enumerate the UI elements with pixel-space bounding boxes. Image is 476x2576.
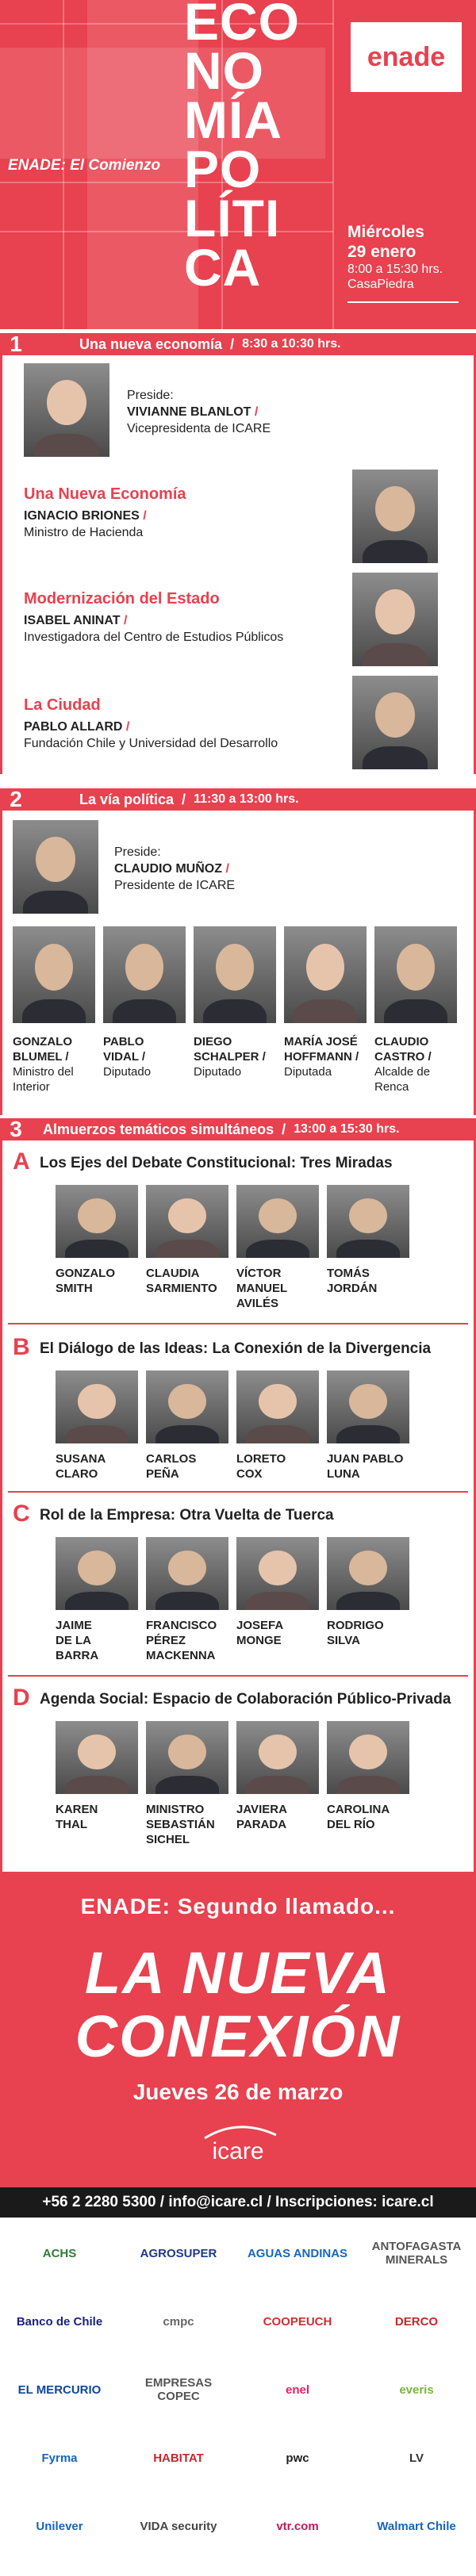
sponsor-logo: LV (409, 2451, 424, 2465)
photo-pablo-allard (352, 676, 438, 769)
sponsor-logo: vtr.com (276, 2519, 319, 2533)
second-call-title: LA NUEVA CONEXIÓN (75, 1940, 401, 2069)
panelist-name: PABLO VIDAL / Diputado (103, 1035, 152, 1079)
panel-letter: B (13, 1334, 30, 1360)
panelist-name: TOMÁS JORDÁN (327, 1267, 378, 1295)
sponsor-logo: HABITAT (153, 2451, 204, 2465)
sponsor-logo: EMPRESAS COPEC (144, 2376, 213, 2403)
photo-vivianne-blanlot (24, 363, 109, 457)
panelist-name: CLAUDIA SARMIENTO (146, 1267, 217, 1295)
sponsor-logo: Unilever (36, 2519, 83, 2533)
photo-claudio-castro (374, 926, 457, 1023)
sponsor-logo: Banco de Chile (16, 2314, 103, 2329)
sponsor-logo: AGROSUPER (140, 2246, 217, 2260)
talk-title: Una Nueva Economía (24, 485, 186, 503)
hero-title: ECO NO MÍA PO LÍTI CA (184, 0, 301, 297)
sponsor-logo: ANTOFAGASTA MINERALS (371, 2240, 462, 2267)
photo-karen-thal (56, 1721, 138, 1794)
photo-juan-pablo-luna (327, 1370, 409, 1443)
panelist-name: KAREN THAL (56, 1803, 98, 1831)
panelist-name: JUAN PABLO LUNA (327, 1452, 404, 1481)
photo-victor-manuel-aviles (236, 1185, 319, 1258)
photo-claudio-munoz (13, 820, 98, 914)
panelist-name: CARLOS PEÑA (146, 1452, 197, 1481)
panelist-name: MARÍA JOSÉ HOFFMANN / Diputada (284, 1035, 359, 1079)
photo-carolina-del-rio (327, 1721, 409, 1794)
photo-tomas-jordan (327, 1185, 409, 1258)
photo-susana-claro (56, 1370, 138, 1443)
hero-banner (0, 0, 476, 329)
panelist-name: JAIME DE LA BARRA (56, 1619, 99, 1662)
photo-jaime-de-la-barra (56, 1537, 138, 1610)
panelist-name: DIEGO SCHALPER / Diputado (194, 1035, 266, 1079)
photo-gonzalo-smith (56, 1185, 138, 1258)
sponsor-logo: pwc (286, 2451, 309, 2465)
panel-letter: C (13, 1501, 30, 1527)
photo-diego-schalper (194, 926, 276, 1023)
photo-sebastian-sichel (146, 1721, 228, 1794)
photo-pablo-vidal (103, 926, 186, 1023)
sponsor-logo: enel (285, 2382, 309, 2397)
contact-bar: +56 2 2280 5300 / info@icare.cl / Inscripciones: icare.cl (0, 2187, 476, 2218)
panelist-name: MINISTRO SEBASTIÁN SICHEL (146, 1803, 215, 1846)
photo-isabel-aninat (352, 573, 438, 666)
second-call-banner (0, 1872, 476, 2187)
panelist-name: GONZALO SMITH (56, 1267, 115, 1295)
second-call-label: ENADE: Segundo llamado... (80, 1894, 396, 1919)
icare-logo (189, 2121, 287, 2168)
panelist-name: CAROLINA DEL RÍO (327, 1803, 390, 1831)
talk-speaker: ISABEL ANINAT / Investigadora del Centro de Estudios Públicos (24, 614, 284, 644)
panelist-name: FRANCISCO PÉREZ MACKENNA (146, 1619, 217, 1662)
sponsor-logo: VIDA security (140, 2519, 217, 2533)
panelist-name: JOSEFA MONGE (236, 1619, 284, 1647)
panelist-name: GONZALO BLUMEL / Ministro del Interior (13, 1035, 74, 1094)
panelist-name: VÍCTOR MANUEL AVILÉS (236, 1267, 288, 1310)
panelist-name: CLAUDIO CASTRO / Alcalde de Renca (374, 1035, 432, 1094)
photo-maria-jose-hoffmann (284, 926, 367, 1023)
sponsor-logo: Fyrma (41, 2451, 78, 2465)
photo-rodrigo-silva (327, 1537, 409, 1610)
sponsor-logo: Walmart Chile (377, 2519, 456, 2533)
panel-title: El Diálogo de las Ideas: La Conexión de la Divergencia (40, 1340, 432, 1357)
photo-javiera-parada (236, 1721, 319, 1794)
section-3-header: 3 Almuerzos temáticos simultáneos / 13:00 a 15:30 hrs. (0, 1118, 476, 1140)
panel-title: Los Ejes del Debate Constitucional: Tres Miradas (40, 1155, 393, 1171)
panel-title: Rol de la Empresa: Otra Vuelta de Tuerca (40, 1507, 334, 1524)
talk-speaker: PABLO ALLARD / Fundación Chile y Universidad del Desarrollo (24, 720, 278, 750)
svg-text:icare: icare (212, 2138, 264, 2164)
sponsors-grid (0, 2218, 476, 2576)
section-2-header: 2 La vía política / 11:30 a 13:00 hrs. (0, 788, 476, 811)
photo-josefa-monge (236, 1537, 319, 1610)
section-1-preside: Preside: VIVIANNE BLANLOT / Vicepresidenta de ICARE (127, 389, 271, 435)
panel-title: Agenda Social: Espacio de Colaboración Público-Privada (40, 1691, 451, 1708)
panel-letter: D (13, 1685, 30, 1711)
hero-subtitle: ENADE: El Comienzo (8, 157, 161, 174)
talk-speaker: IGNACIO BRIONES / Ministro de Hacienda (24, 509, 147, 539)
talk-title: Modernización del Estado (24, 590, 220, 608)
panelist-name: RODRIGO SILVA (327, 1619, 384, 1647)
sponsor-logo: cmpc (163, 2314, 194, 2329)
talk-title: La Ciudad (24, 696, 101, 714)
photo-gonzalo-blumel (13, 926, 95, 1023)
sponsor-logo: DERCO (394, 2314, 439, 2329)
enade-logo: enade (351, 22, 462, 92)
sponsor-logo: ACHS (42, 2246, 77, 2260)
panel-letter: A (13, 1148, 30, 1175)
panelist-name: SUSANA CLARO (56, 1452, 106, 1481)
photo-carlos-pena (146, 1370, 228, 1443)
event-date: Miércoles 29 enero 8:00 a 15:30 hrs. CasaPiedra (347, 222, 459, 303)
photo-ignacio-briones (352, 470, 438, 563)
panelist-name: LORETO COX (236, 1452, 286, 1481)
sponsor-logo: EL MERCURIO (17, 2382, 102, 2397)
section-1-header: 1 Una nueva economía / 8:30 a 10:30 hrs. (0, 333, 476, 355)
sponsor-logo: everis (399, 2382, 434, 2397)
photo-loreto-cox (236, 1370, 319, 1443)
panelist-name: JAVIERA PARADA (236, 1803, 287, 1831)
sponsor-logo: AGUAS ANDINAS (247, 2246, 348, 2260)
second-call-date: Jueves 26 de marzo (132, 2080, 344, 2104)
section-2-preside: Preside: CLAUDIO MUÑOZ / Presidente de ICARE (114, 845, 236, 892)
photo-claudia-sarmiento (146, 1185, 228, 1258)
photo-francisco-perez-mackenna (146, 1537, 228, 1610)
sponsor-logo: COOPEUCH (263, 2314, 332, 2329)
